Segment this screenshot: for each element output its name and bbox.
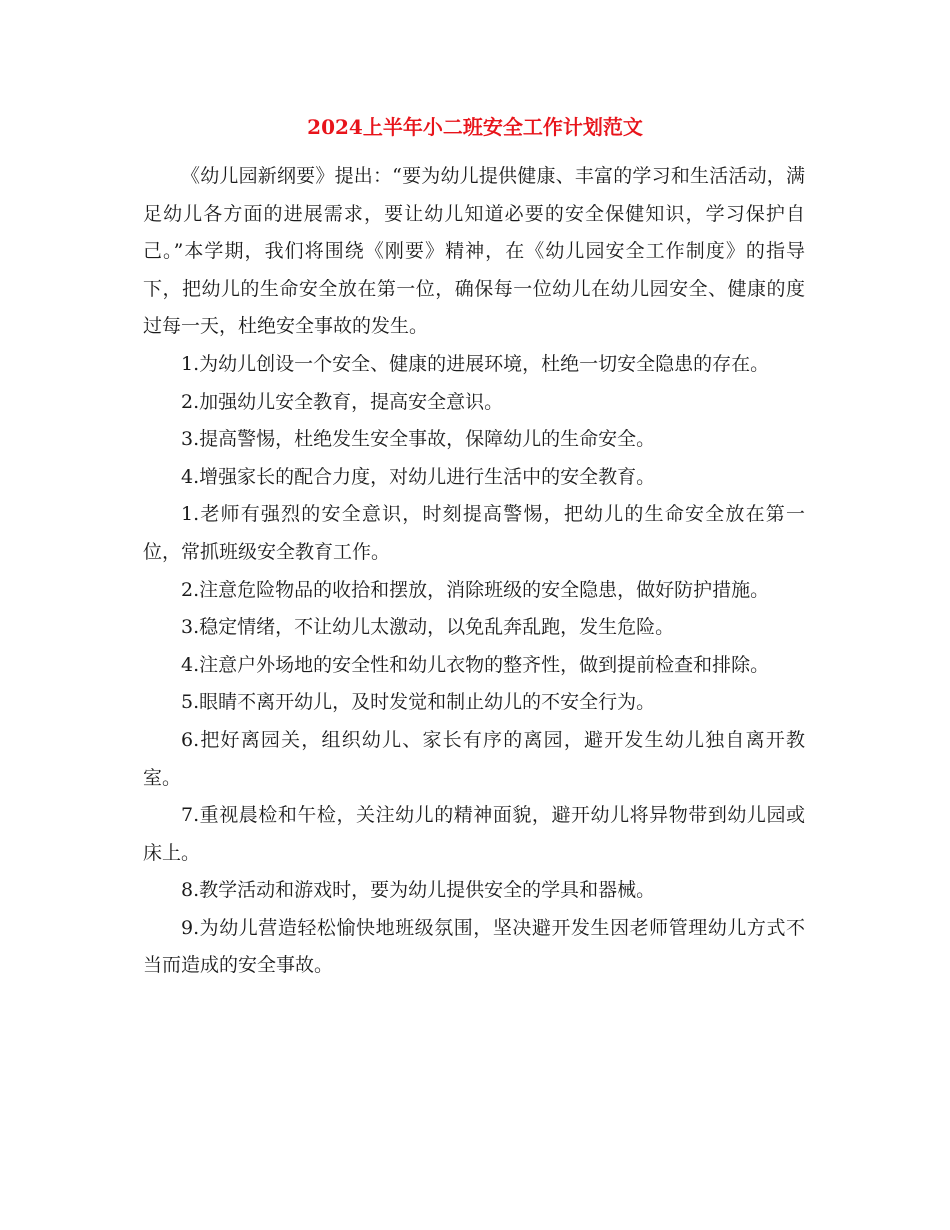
document-title: 2024上半年小二班安全工作计划范文 [307, 115, 643, 139]
measure-item-7: 7.重视晨检和午检，关注幼儿的精神面貌，避开幼儿将异物带到幼儿园或床上。 [143, 804, 805, 864]
document-body [143, 158, 805, 985]
measure-item-1: 1.老师有强烈的安全意识，时刻提高警惕，把幼儿的生命安全放在第一位，常抓班级安全教育工作。 [143, 503, 805, 563]
goal-item-3: 3.提高警惕，杜绝发生安全事故，保障幼儿的生命安全。 [181, 428, 656, 451]
goal-item-2: 2.加强幼儿安全教育，提高安全意识。 [181, 390, 504, 413]
measure-item-4: 4.注意户外场地的安全性和幼儿衣物的整齐性，做到提前检查和排除。 [181, 653, 770, 676]
intro-paragraph: 《幼儿园新纲要》提出：“要为幼儿提供健康、丰富的学习和生活活动，满足幼儿各方面的进展需求，要让幼儿知道必要的安全保健知识，学习保护自己。”本学期，我们将围绕《刚要》精神，在《幼儿园安全工作制度》的指导下，把幼儿的生命安全放在第一位，确保每一位幼儿在幼儿园安全、健康的度过每一天，杜绝安全事故的发生。 [143, 165, 805, 338]
measure-item-8: 8.教学活动和游戏时，要为幼儿提供安全的学具和器械。 [181, 879, 656, 902]
measure-item-9: 9.为幼儿营造轻松愉快地班级氛围，坚决避开发生因老师管理幼儿方式不当而造成的安全事故。 [143, 916, 805, 977]
measure-item-3: 3.稳定情绪，不让幼儿太激动，以免乱奔乱跑，发生危险。 [181, 616, 675, 639]
measure-item-5: 5.眼睛不离开幼儿，及时发觉和制止幼儿的不安全行为。 [181, 691, 656, 714]
measure-item-6: 6.把好离园关，组织幼儿、家长有序的离园，避开发生幼儿独自离开教室。 [143, 728, 805, 789]
goal-item-1: 1.为幼儿创设一个安全、健康的进展环境，杜绝一切安全隐患的存在。 [181, 352, 770, 375]
goal-item-4: 4.增强家长的配合力度，对幼儿进行生活中的安全教育。 [181, 465, 656, 488]
measure-item-2: 2.注意危险物品的收拾和摆放，消除班级的安全隐患，做好防护措施。 [181, 578, 770, 601]
